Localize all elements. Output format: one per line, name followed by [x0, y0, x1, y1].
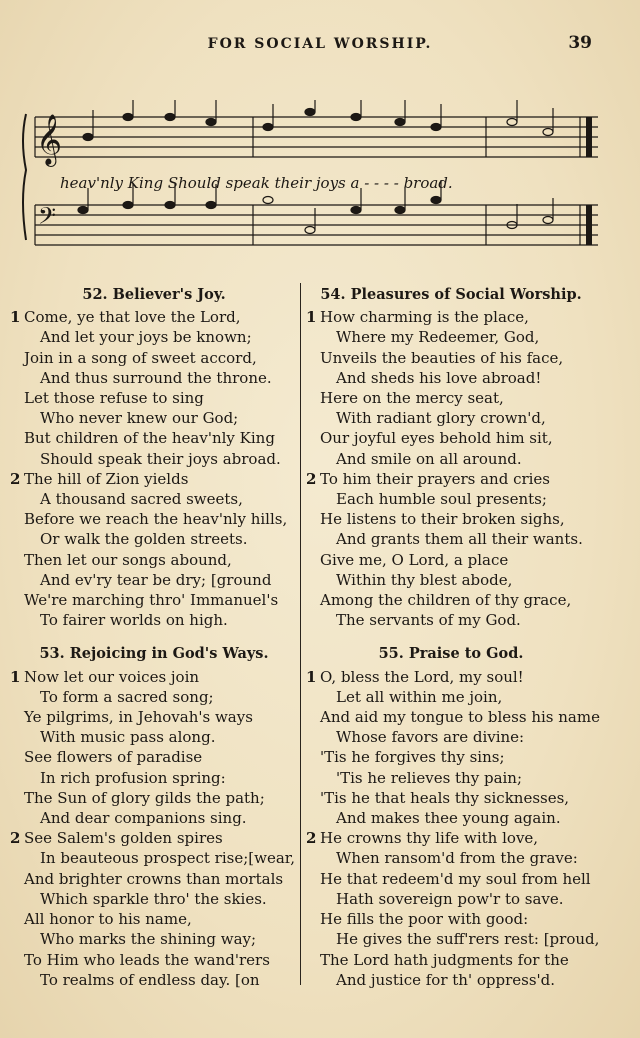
- verse-line: He listens to their broken sighs,: [320, 510, 565, 529]
- verse-line: To him their prayers and cries: [320, 469, 551, 488]
- verse-line: But children of the heav'nly King: [24, 429, 275, 448]
- verse-line: 'Tis he that heals thy sicknesses,: [320, 788, 570, 807]
- verse-line: 'Tis he relieves thy pain;: [336, 768, 523, 787]
- right-column: [306, 283, 600, 990]
- verse-line: The servants of my God.: [336, 611, 521, 630]
- verse-line: And makes thee young again.: [336, 809, 561, 828]
- stanza-number: 2: [306, 829, 317, 848]
- verse-line: And aid my tongue to bless his name: [320, 708, 600, 727]
- verse-line: Which sparkle thro' the skies.: [40, 889, 267, 908]
- verse-line: And let your joys be known;: [40, 328, 252, 347]
- running-header: FOR SOCIAL WORSHIP.: [207, 36, 433, 52]
- verse-line: In beauteous prospect rise;[wear,: [40, 849, 296, 868]
- verse-line: He crowns thy life with love,: [320, 829, 539, 848]
- verse-line: The Sun of glory gilds the path;: [24, 788, 265, 807]
- verse-line: With radiant glory crown'd,: [336, 409, 546, 428]
- verse-line: Whose favors are divine:: [336, 728, 525, 747]
- hymn-title: 52. Believer's Joy.: [82, 286, 226, 303]
- verse-line: And thus surround the throne.: [40, 368, 272, 387]
- verse-line: Let those refuse to sing: [24, 389, 204, 408]
- verse-line: He that redeem'd my soul from hell: [320, 869, 591, 888]
- stanza-number: 1: [10, 667, 21, 686]
- verse-line: And brighter crowns than mortals: [24, 869, 284, 888]
- verse-line: Here on the mercy seat,: [320, 389, 504, 408]
- verse-line: O, bless the Lord, my soul!: [320, 667, 524, 686]
- left-column: [10, 283, 298, 990]
- verse-line: See Salem's golden spires: [24, 829, 223, 848]
- verse-line: Within thy blest abode,: [336, 570, 513, 589]
- verse-line: Now let our voices join: [24, 667, 200, 686]
- verse-line: The hill of Zion yields: [24, 469, 189, 488]
- verse-line: Among the children of thy grace,: [320, 591, 572, 610]
- page-number: 39: [568, 33, 592, 53]
- verse-line: In rich profusion spring:: [40, 768, 226, 787]
- verse-line: Hath sovereign pow'r to save.: [336, 889, 564, 908]
- verse-line: Our joyful eyes behold him sit,: [320, 429, 553, 448]
- verse-line: And smile on all around.: [336, 449, 522, 468]
- verse-line: Then let our songs abound,: [24, 550, 232, 569]
- score-lyric: heav'nly King Should speak their joys a - - - - broad.: [60, 174, 453, 192]
- verse-line: He gives the suff'rers rest: [proud,: [336, 930, 600, 949]
- verse-line: And justice for th' oppress'd.: [336, 970, 556, 989]
- verse-line: And grants them all their wants.: [336, 530, 583, 549]
- verse-line: The Lord hath judgments for the: [320, 950, 569, 969]
- stanza-number: 1: [306, 667, 317, 686]
- verse-line: To realms of endless day. [on: [40, 970, 260, 989]
- svg-text:𝄢: 𝄢: [38, 202, 57, 235]
- hymn-title: 53. Rejoicing in God's Ways.: [39, 645, 269, 663]
- verse-line: Unveils the beauties of his face,: [320, 348, 564, 367]
- verse-line: To Him who leads the wand'rers: [24, 950, 270, 969]
- verse-line: And dear companions sing.: [40, 809, 247, 828]
- verse-line: Who marks the shining way;: [40, 930, 257, 949]
- verse-line: To fairer worlds on high.: [40, 611, 228, 630]
- verse-line: See flowers of paradise: [24, 748, 203, 767]
- stanza-number: 1: [10, 308, 21, 327]
- stanza-number: 2: [10, 469, 21, 488]
- verse-line: 'Tis he forgives thy sins;: [320, 748, 505, 767]
- verse-line: Before we reach the heav'nly hills,: [24, 510, 288, 529]
- verse-line: Give me, O Lord, a place: [320, 550, 509, 569]
- verse-line: And sheds his love abroad!: [336, 368, 542, 387]
- stanza-number: 2: [306, 469, 317, 488]
- verse-line: All honor to his name,: [24, 910, 192, 929]
- verse-line: To form a sacred song;: [40, 687, 214, 706]
- verse-line: With music pass along.: [40, 728, 216, 747]
- verse-line: A thousand sacred sweets,: [40, 490, 243, 509]
- verse-line: Each humble soul presents;: [336, 490, 547, 509]
- hymn-title: 55. Praise to God.: [378, 645, 524, 663]
- verse-line: Let all within me join,: [336, 687, 503, 706]
- verse-line: Should speak their joys abroad.: [40, 449, 281, 468]
- verse-line: When ransom'd from the grave:: [336, 849, 578, 868]
- column-divider: [300, 283, 301, 985]
- verse-line: Where my Redeemer, God,: [336, 328, 540, 347]
- verse-line: How charming is the place,: [320, 308, 529, 327]
- verse-line: Come, ye that love the Lord,: [24, 308, 241, 327]
- verse-line: Or walk the golden streets.: [40, 530, 248, 549]
- verse-line: Ye pilgrims, in Jehovah's ways: [24, 708, 253, 727]
- stanza-number: 2: [10, 829, 21, 848]
- hymn-title: 54. Pleasures of Social Worship.: [320, 286, 582, 303]
- svg-text:𝄞: 𝄞: [36, 114, 63, 165]
- verse-line: We're marching thro' Immanuel's: [24, 591, 279, 610]
- verse-line: Join in a song of sweet accord,: [24, 348, 257, 367]
- verse-line: Who never knew our God;: [40, 409, 239, 428]
- verse-line: He fills the poor with good:: [320, 910, 529, 929]
- verse-line: And ev'ry tear be dry; [ground: [40, 570, 272, 589]
- stanza-number: 1: [306, 308, 317, 327]
